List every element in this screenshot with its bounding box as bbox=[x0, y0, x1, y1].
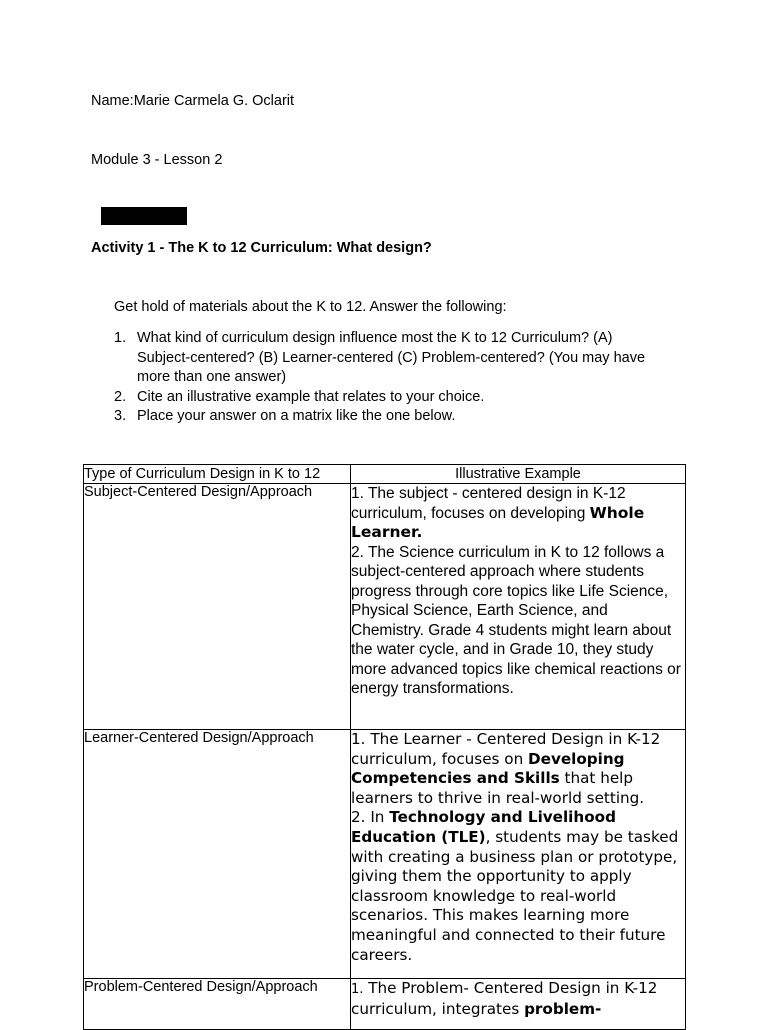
example-cell bbox=[351, 979, 686, 1030]
list-item-number: 2. bbox=[114, 388, 127, 405]
list-item-number: 3. bbox=[114, 408, 127, 424]
list-item bbox=[114, 407, 654, 427]
list-item-text: Place your answer on a matrix like the one below. bbox=[137, 408, 456, 424]
table-row bbox=[84, 979, 686, 1030]
design-type-cell: Problem-Centered Design/Approach bbox=[84, 979, 351, 1030]
list-item bbox=[114, 329, 654, 388]
example-text: , students may be tasked with creating a business plan or prototype, giving them the opportunity to apply classroom knowledge to real-world scenarios. This makes learning more meaningful and connected to their future careers. bbox=[351, 827, 679, 964]
example-paragraph: 2. The Science curriculum in K to 12 follows a subject-centered approach where students progress through core topics like Life Science, Physical Science, Earth Science, and Chemistry. Grade 4 students might learn about the water cycle, and in Grade 10, they study more advanced topics like chemical reactions or energy transformations. bbox=[351, 543, 681, 697]
example-emphasis: Whole Learner. bbox=[351, 503, 645, 541]
example-paragraph bbox=[351, 730, 682, 808]
example-text: that help learners to thrive in real-world setting. bbox=[351, 769, 645, 807]
example-paragraph bbox=[351, 484, 682, 543]
list-item-text: Cite an illustrative example that relates to your choice. bbox=[137, 388, 485, 405]
list-item-text: What kind of curriculum design influence most the K to 12 Curriculum? (A) Subject-centered? (B) Learner-centered (C) Problem-centered? (You may have more than one answer) bbox=[137, 330, 646, 385]
example-emphasis: Technology and Livelihood Education (TLE) bbox=[351, 808, 616, 846]
column-header-example: Illustrative Example bbox=[351, 465, 686, 484]
curriculum-matrix-table bbox=[83, 464, 686, 1030]
instructions-intro: Get hold of materials about the K to 12. Answer the following: bbox=[114, 299, 507, 315]
example-cell bbox=[351, 484, 686, 730]
table-row bbox=[84, 730, 686, 979]
example-text: 2. In bbox=[351, 808, 390, 827]
redaction-bar bbox=[101, 207, 187, 225]
column-header-type: Type of Curriculum Design in K to 12 bbox=[84, 465, 351, 484]
example-text: 1. The subject - centered design in K-12 curriculum, focuses on developing bbox=[351, 485, 626, 522]
example-emphasis: problem- bbox=[524, 999, 602, 1018]
list-item-number: 1. bbox=[114, 330, 127, 346]
example-cell bbox=[351, 730, 686, 979]
activity-title: Activity 1 - The K to 12 Curriculum: What design? bbox=[91, 240, 432, 256]
module-lesson-label: Module 3 - Lesson 2 bbox=[91, 152, 223, 168]
example-emphasis: Developing Competencies and Skills bbox=[351, 749, 625, 788]
table-header-row bbox=[84, 465, 686, 484]
example-paragraph bbox=[351, 979, 682, 1019]
example-text: The Problem- Centered Design in K-12 curriculum, integrates bbox=[351, 979, 658, 1018]
example-paragraph bbox=[351, 808, 682, 965]
example-number: 1. bbox=[351, 982, 364, 997]
student-name: Name:Marie Carmela G. Oclarit bbox=[91, 93, 295, 109]
example-text: 1. The Learner - Centered Design in K-12 curriculum, focuses on bbox=[351, 730, 661, 768]
design-type-cell: Learner-Centered Design/Approach bbox=[84, 730, 351, 979]
instructions-list bbox=[114, 329, 654, 427]
design-type-cell: Subject-Centered Design/Approach bbox=[84, 484, 351, 730]
table-row bbox=[84, 484, 686, 730]
list-item bbox=[114, 388, 654, 408]
